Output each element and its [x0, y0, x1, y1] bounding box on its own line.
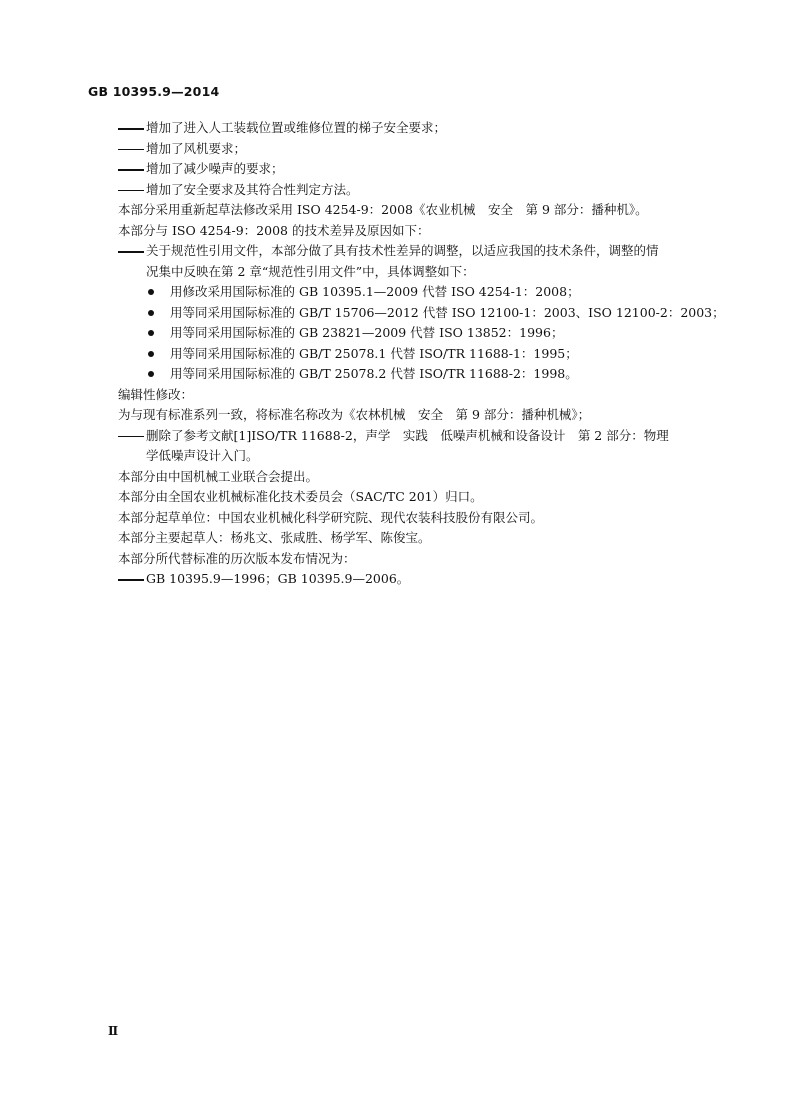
dash-marker — [118, 180, 146, 201]
bullet-item — [118, 364, 718, 385]
drafters: 本部分主要起草人：杨兆文、张咸胜、杨学军、陈俊宝。 — [118, 530, 431, 545]
bullet-item — [118, 344, 718, 365]
history-intro: 本部分所代替标准的历次版本发布情况为： — [118, 550, 356, 566]
bullet-dot-icon — [148, 330, 154, 336]
dash-marker — [118, 241, 146, 253]
history-item-text: GB 10395.9—1996；GB 10395.9—2006。 — [146, 571, 410, 586]
added-item-text: 增加了风机要求； — [146, 140, 247, 156]
dash-marker — [118, 569, 146, 590]
editorial-item — [118, 426, 718, 467]
bullet-dot-icon — [148, 351, 154, 357]
added-item — [118, 159, 718, 180]
bullet-dot-icon — [148, 371, 154, 377]
bullet-text: 用等同采用国际标准的 GB/T 15706—2012 代替 ISO 12100-1：2003、ISO 12100-2：2003； — [170, 304, 725, 320]
technical-difference-item — [118, 241, 718, 282]
bullet-text: 用等同采用国际标准的 GB 23821—2009 代替 ISO 13852：1996； — [170, 325, 564, 340]
bullet-item — [118, 323, 718, 344]
bullet-text: 用等同采用国际标准的 GB/T 25078.2 代替 ISO/TR 11688-2：1998。 — [170, 366, 578, 381]
dash-marker — [118, 139, 146, 160]
drafting-units: 本部分起草单位：中国农业机械化科学研究院、现代农装科技股份有限公司。 — [118, 509, 544, 525]
foreword-body — [118, 118, 725, 590]
centralized-by: 本部分由全国农业机械标准化技术委员会（SAC/TC 201）归口。 — [118, 489, 483, 504]
document-code-header: GB 10395.9—2014 — [88, 84, 220, 99]
bullet-dot-icon — [148, 289, 154, 295]
added-item — [118, 118, 718, 139]
bullet-dot-icon — [148, 310, 154, 316]
bullet-text: 用等同采用国际标准的 GB/T 25078.1 代替 ISO/TR 11688-1：1995； — [170, 345, 578, 361]
adoption-note: 本部分采用重新起草法修改采用 ISO 4254-9：2008《农业机械 安全 第 9 部分：播种机》。 — [118, 202, 648, 217]
added-item — [118, 139, 718, 160]
editorial-text-line: 学低噪声设计入门。 — [146, 448, 259, 463]
bullet-item — [118, 282, 718, 303]
dash-marker — [118, 426, 146, 438]
technical-differences-intro: 本部分与 ISO 4254-9：2008 的技术差异及原因如下： — [118, 222, 430, 238]
added-item-text: 增加了减少噪声的要求； — [146, 161, 284, 176]
editorial-text-line: 删除了参考文献[1]ISO/TR 11688-2，声学 实践 低噪声机械和设备设计 第 2 部分：物理 — [146, 427, 669, 443]
dash-marker — [118, 118, 146, 139]
editorial-rename: 为与现有标准系列一致，将标准名称改为《农林机械 安全 第 9 部分：播种机械》； — [118, 407, 591, 422]
added-item-text: 增加了安全要求及其符合性判定方法。 — [146, 181, 359, 197]
added-item — [118, 180, 718, 201]
editorial-heading: 编辑性修改： — [118, 386, 194, 402]
added-item-text: 增加了进入人工装载位置或维修位置的梯子安全要求； — [146, 120, 447, 135]
proposed-by: 本部分由中国机械工业联合会提出。 — [118, 468, 319, 484]
dash-marker — [118, 159, 146, 180]
bullet-item — [118, 303, 725, 324]
difference-text-line: 况集中反映在第 2 章“规范性引用文件”中，具体调整如下： — [146, 263, 475, 279]
bullet-text: 用修改采用国际标准的 GB 10395.1—2009 代替 ISO 4254-1：2008； — [170, 284, 580, 299]
difference-text-line: 关于规范性引用文件，本部分做了具有技术性差异的调整，以适应我国的技术条件，调整的情 — [146, 243, 659, 258]
page-number: Ⅱ — [108, 1024, 119, 1038]
history-item — [118, 569, 718, 590]
